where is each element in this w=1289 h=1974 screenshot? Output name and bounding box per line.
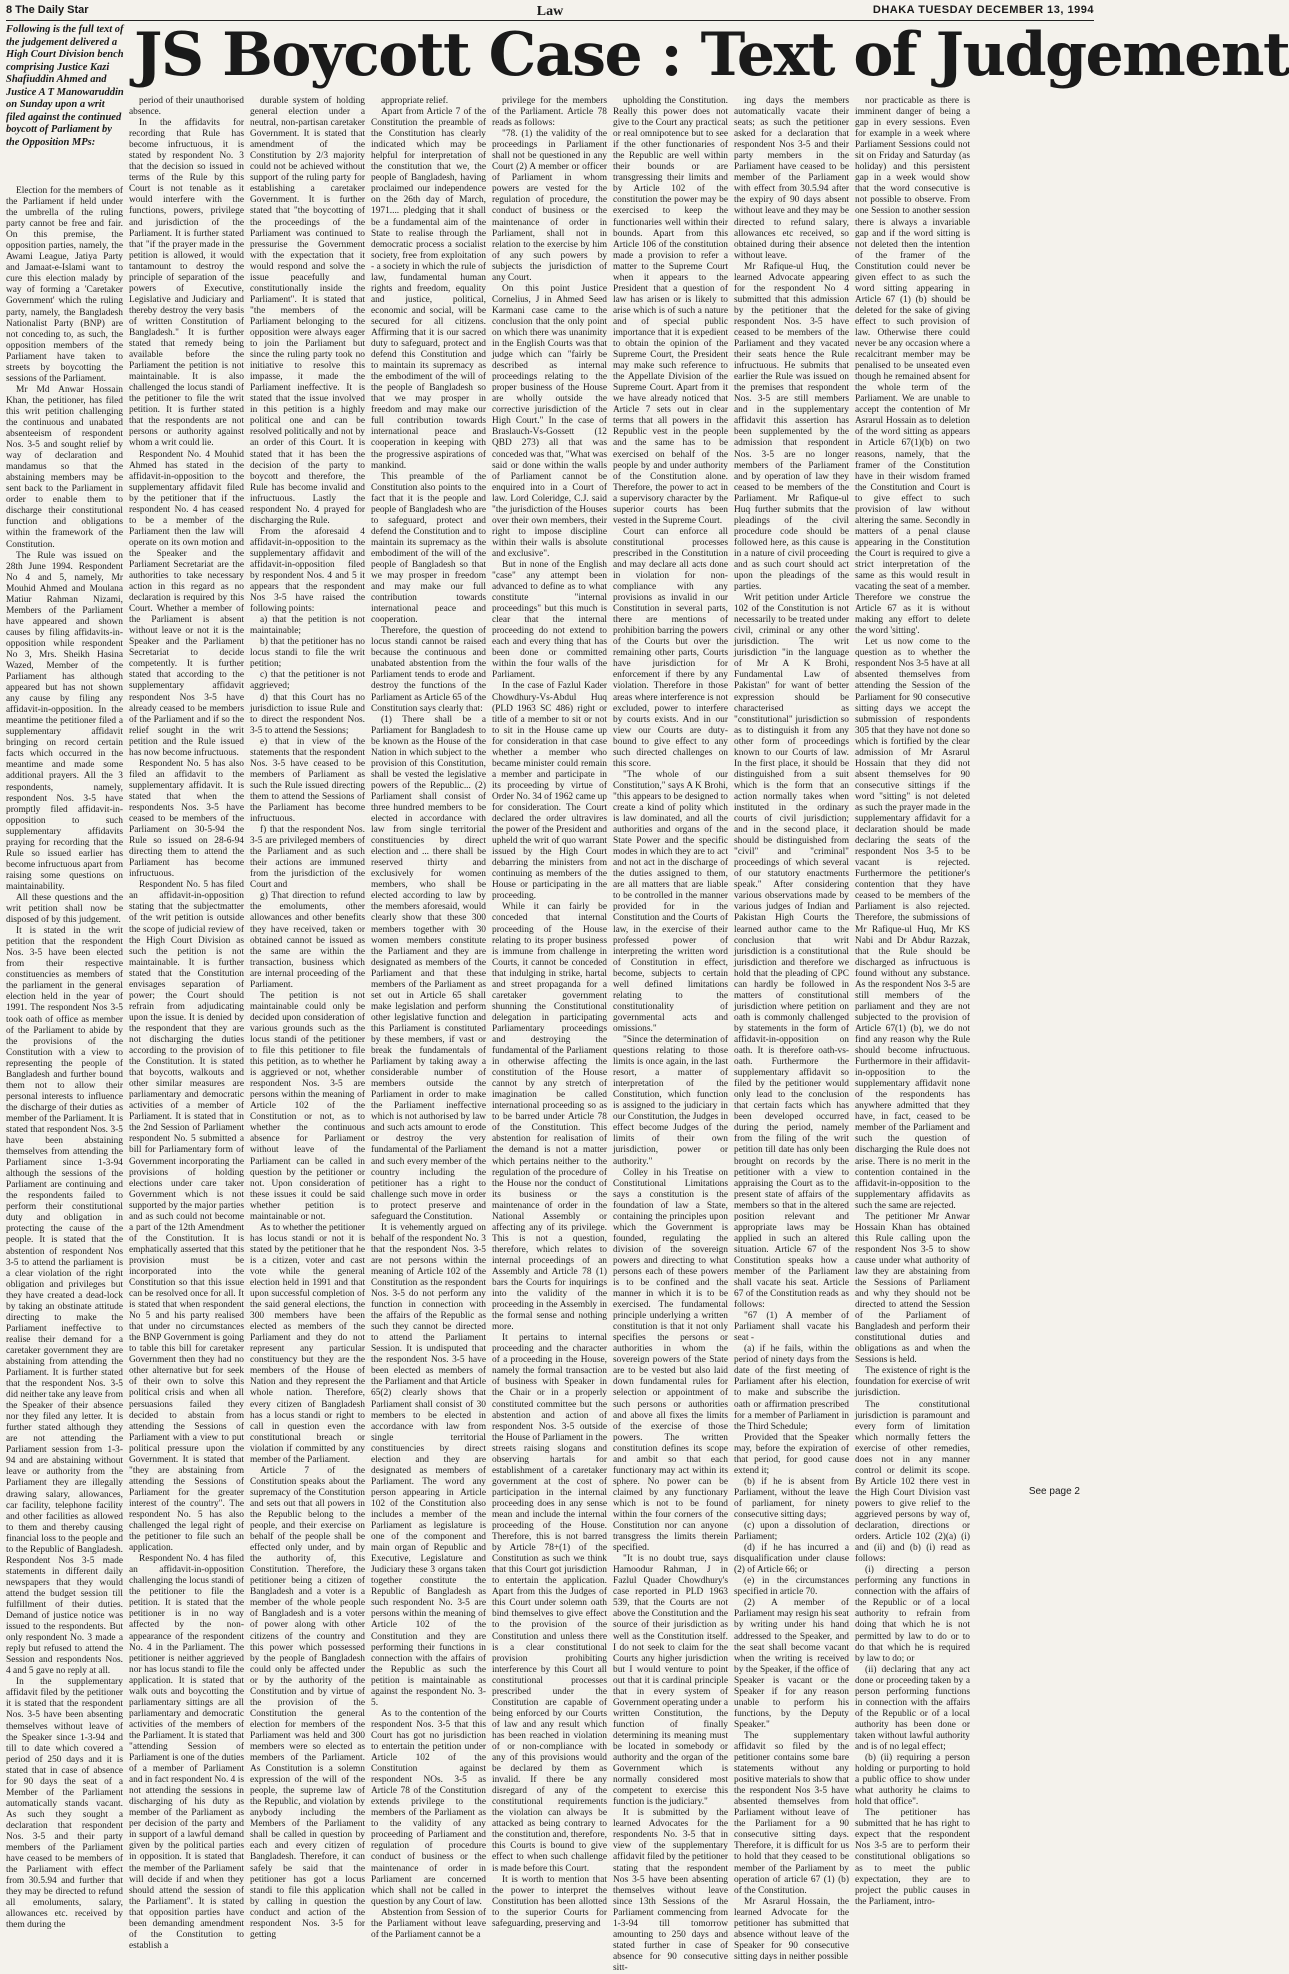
article-paragraph: The petition is not maintainable could only be decided upon consideration of various grounds such as the locus standi of the petitioner to file this petitioner to file this petition, as to whether he is aggrieved or not, whether respondent Nos. 3-5 are persons within the meaning of Article 102 of the Constitution or not, as to whether the continuous absence for Parliament without leave of the Parliament can be called in question by the petitioner or not. Upon consideration of these issues it could be said whether petition is maintainable or not.: [250, 990, 365, 1222]
article-paragraph: In the case of Fazlul Kader Chowdhury-Vs-Abdul Huq (PLD 1963 SC 486) right or title of a member to sit or not to sit in the House came up for consideration in that case whether a member who became minister could remain a member and participate in its proceeding by virtue of Order No. 34 of 1962 came up for consideration. The Court declared the order ultravires the power of the President and upheld the writ of quo warrant issued by the High Court debarring the ministers from continuing as members of the House or participating in the proceeding.: [492, 681, 607, 902]
article-paragraph: upholding the Constitution. Really this power does not give to the Court any practical or real omnipotence but to see if the other functionaries of the Republic are well within their bounds or are transgressing their limits and by Article 102 of the constitution the power may be exercised to keep the functionaries well within their bounds. Apart from this Article 106 of the constitution made a provision to refer a matter to the Supreme Court when it appears to the President that a question of law has arisen or is likely to arise which is of such a nature and of special public importance that it is expedient to obtain the opinion of the Supreme Court, the President may make such reference to the Appellate Division of the Supreme Court. Apart from it we have already noticed that Article 7 sets out in clear terms that all powers in the Republic vest in the people and the same has to be exercised on behalf of the people by and under authority of the Constitution alone. Therefore, the power to act in a supervisory character by the superior courts has been vested in the Supreme Court.: [613, 96, 728, 526]
article-column-2: [129, 96, 244, 1951]
article-column-6: [613, 96, 728, 1973]
article-paragraph: (1) There shall be a Parliament for Bangladesh to be known as the House of the Nation in which subject to the provision of this Constitution, shall be vested the legislative powers of the Republic... (2) Parliament shall consist of three hundred members to be elected in accordance with law from single territorial constituencies by direct election and ... there shall be reserved thirty and exclusively for women members, who shall be elected according to law by the members aforesaid, would clearly show that these 300 members together with 30 women members constitute the Parliament and they are designated as members of the Parliament and that these members of the Parliament as set out in Article 65 shall make legislation and perform other legislative function and this Parliament is constituted by these members, if vast or break the fundamentals of Parliament by taking away a considerable number of members outside the Parliament in order to make the Parliament ineffective which is not authorised by law and such acts amount to erode or destroy the very fundamental of the Parliament and such every member of the country including the petitioner has a right to challenge such move in order to protect preserve and safeguard the Constitution.: [371, 714, 486, 1222]
article-paragraph: The constitutional jurisdiction is paramount and every form of limitation which normally fetters the exercise of other remedies, does not in any manner control or delimit its scope. By Article 102 there vest in the High Court Division vast powers to give relief to the aggrieved persons by way of, declaration, directions or orders. Article 102 (2)(a) (i) and (ii) and (b) (i) read as follows:: [855, 1399, 970, 1565]
article-paragraph: It is stated in the writ petition that the respondent Nos. 3-5 have been elected from their respective constituencies as members of the parliament in the general election held in the year of 1991. The respondent Nos 3-5 took oath of office as member of the Parliament to abide by the provisions of the Constitution with a view to representing the people of Bangladesh and further bound them not to allow their personal interests to influence the discharge of their duties as member of the Parliament. It is stated that respondent Nos. 3-5 have been abstaining themselves from attending the Parliament since 1-3-94 although the sessions of the Parliament are continuing and the respondents failed to perform their constitutional duty and obligation in protecting the cause of the people. It is stated that the abstention of respondent Nos 3-5 to attend the parliament is a clear violation of the right obligation and privileges but they have created a dead-lock by taking an obstinate attitude directing to make the Parliament ineffective to realise their demand for a caretaker government they are abstaining from attending the Parliament. It is further stated that the respondent Nos. 3-5 did neither take any leave from the Speaker of their absence nor they filed any letter. It is further stated although they are not attending the Parliament session from 1-3-94 and are abstaining without leave or authority from the Parliament they are illegally drawing salary, allowances, car facility, telephone facility and other facilities as allowed to them and thereby causing financial loss to the people and to the Republic of Bangladesh. Respondent Nos 3-5 made statements in different daily newspapers that they would attend the budget session till fulfillment of their duties. Demand of justice notice was issued to the respondents. But only respondent No. 3 made a reply but refused to attend the Session and respondents Nos. 4 and 5 gave no reply at all.: [6, 926, 123, 1677]
masthead-strip: [6, 4, 1094, 20]
article-paragraph: e) that in view of the statements that the respondent Nos. 3-5 have ceased to be members of Parliament as such the Rule issued directing them to attend the Sessions of the Parliament has become infructuous.: [250, 736, 365, 825]
article-paragraph: (a) if he fails, within the period of ninety days from the date of the first meeting of Parliament after his election, to make and subscribe the oath or affirmation prescribed for a member of Parliament in the Third Schedule;: [734, 1344, 849, 1432]
article-paragraph: (ii) declaring that any act done or proceeding taken by a person performing functions in connection with the affairs of the Republic or of a local authority has been done or taken without lawful authority and is of no legal effect;: [855, 1664, 970, 1752]
article-column-4: [371, 96, 486, 1940]
article-paragraph: "Since the determination of questions relating to those limits is once again, in the last resort, a matter of interpretation of the Constitution, which function is assigned to the judiciary in our Constitution, the Judges in effect become Judges of the limits of their own jurisdiction, power or authority.": [613, 1034, 728, 1167]
article-paragraph: "78. (1) the validity of the proceedings in Parliament shall not be questioned in any Court (2) A member or officer of Parliament in whom powers are vested for the regulation of procedure, the conduct of business or the maintenance of order in Parliament, shall not in relation to the exercise by him of any such powers by subjects the jurisdiction of any Court.: [492, 129, 607, 283]
article-paragraph: privilege for the members of the Parliament. Article 78 reads as follows:: [492, 96, 607, 129]
article-paragraph: As to whether the petitioner has locus standi or not it is stated by the petitioner that he is a citizen, voter and cast vote while the general election held in 1991 and that upon successful completion of the said general elections, the 300 members have been elected as members of the Parliament and they do not represent any particular constituency but they are the members of the House of Nation and they represent the whole nation. Therefore, every citizen of Bangladesh has a locus standi or right to call in question even the constitutional breach or violation if committed by any member of the Parliament.: [250, 1222, 365, 1465]
article-paragraph: Writ petition under Article 102 of the Constitution is not necessarily to be treated under civil, criminal or any other jurisdiction. The writ jurisdiction "in the language of Mr A K Brohi, Fundamental Law of Pakistan" for want of better expression should be characterised as "constitutional" jurisdiction so as to distinguish it from any other form of proceedings known to our Courts of law. In the first place, it should be distinguished from a suit which is the form that an action normally takes when instituted in the ordinary courts of civil jurisdiction; and in the second place, it should be distinguished from "civil" and "criminal" proceedings of which several of our statutory enactments speak." After considering various observations made by various judges of Indian and Pakistan High Courts the learned author came to the conclusion that writ jurisdiction is a constitutional jurisdiction and therefore we hold that the pleading of CPC can hardly be followed in matters of constitutional jurisdiction where petition on oath is commonly challenged by statements in the form of affidavit-in-opposition on oath. It is therefore oath-vs-oath. Furthermore the supplementary affidavit so filed by the petitioner would only lead to the conclusion that certain facts which has been developed occurred during the period, namely from the filing of the writ petition till date has only been brought on records by the petitioner with a view to appraising the Court as to the present state of affairs of the members so that in the altered position relevant and appropriate laws may be applied in such an altered situation. Article 67 of the Constitution speaks how a member of the Parliament shall vacate his seat. Article 67 of the Constitution reads as follows:: [734, 593, 849, 1311]
article-paragraph: (b) (ii) requiring a person holding or purporting to hold a public office to show under what authority he claims to hold that office".: [855, 1753, 970, 1808]
article-paragraph: appropriate relief.: [381, 96, 449, 106]
article-paragraph: But in none of the English "case" any attempt been advanced to define as to what constitute "internal proceedings" but this much is clear that the internal proceeding do not extend to each and every thing that has been done or committed within the four walls of the Parliament.: [492, 559, 607, 681]
article-paragraph: In the affidavits for recording that Rule has become infructuous, it is stated by respondent No. 3 that the decision so issued in terms of the Rule by this Court is not tenable as it would interfere with the functions, powers, privilege and jurisdiction of the Parliament. It is further stated that "if the prayer made in the petition is allowed, it would tantamount to destroy the principle of separation of the powers of Executive, Legislative and Judiciary and thereby destroy the very basis of written Constitution of Bangladesh." It is further stated that remedy being available before the Parliament the petition is not maintainable. It is also challenged the locus standi of the petitioner to file the writ petition. It is further stated that the respondents are not persons or authority against whom a writ could lie.: [129, 118, 244, 449]
article-paragraph: Respondent No. 5 has filed an affidavit-in-opposition stating that the subjectmatter of the writ petition is outside the scope of judicial review of the High Court Division as such the petition is not maintainable. It is further stated that the Constitution envisages separation of power; the Court should refrain from adjudicating upon the issue. It is denied by the respondent that they are not discharging the duties according to the provision of the Constitution. It is stated that boycotts, walkouts and other similar measures are parliamentary and democratic activities of a member of Parliament. It is stated that in the 2nd Session of Parliament respondent No. 5 submitted a bill for Parliamentary form of Government incorporating the provisions of holding elections under care taker Government which is not supported by the major parties and as such could not become a part of the 12th Amendment of the Constitution. It is emphatically asserted that this provision must be incorporated into the Constitution so that this issue can be resolved once for all. It is stated that when respondent No 5 and his party realised that under no circumstances the BNP Government is going to table this bill for caretaker Government then they had no other alternative but for seek of their own to solve this political crisis and when all persuasions failed they decided to abstain from attending the Sessions of Parliament with a view to put political pressure upon the Government. It is stated that "they are abstaining from attending the Sessions of Parliament for the greater interest of the country". The respondent No. 5 has also challenged the legal right of the petitioner to file such an application.: [129, 880, 244, 1554]
article-paragraph: Respondent No. 4 Mouhid Ahmed has stated in the affidavit-in-opposition to the supplementary affidavit filed by the petitioner that if the respondent No. 4 has ceased to be a member of the Parliament then the law will operate on its own motion and the Speaker and the Parliament Secretariat are the authorities to take necessary action in this regard as no declaration is required by this Court. Whether a member of the Parliament is absent without leave or not it is the Speaker and the Parliament Secretariat to decide competently. It is further stated that according to the supplementary affidavit respondent Nos 3-5 have already ceased to be members of the Parliament and if so the relief sought in the writ petition and the Rule issued has now become infructuous.: [129, 449, 244, 758]
headline: JS Boycott Case : Text of Judgement: [134, 20, 1289, 90]
article-paragraph: The petitioner Mr Anwar Hossain Khan has obtained this Rule calling upon the respondent Nos 3-5 to show cause under what authority of law they are abstaining from the Sessions of Parliament and why they should not be directed to attend the Session of the Parliament of Bangladesh and perform their constitutional duties and obligations as and when the Sessions is held.: [855, 1211, 970, 1366]
article-paragraph: Election for the members of the Parliament if held under the umbrella of the ruling party cannot be free and fair. On this premise, the opposition parties, namely, the Awami League, Jatiya Party and Jamaat-e-Islami want to cure this election malady by way of forming a 'Caretaker Government' which the ruling party, namely, the Bangladesh Nationalist Party (BNP) are not conceding to, as such, the opposition members of the Parliament have taken to streets by boycotting the sessions of the Parliament.: [6, 186, 123, 384]
article-paragraph: Let us now come to the question as to whether the respondent Nos 3-5 have at all absented themselves from attending the Session of the Parliament for 90 consecutive sitting days we accept the submission of respondents 305 that they have not done so which is fortified by the clear admission of Mr Asrarul Hossain that they did not absent themselves for 90 consecutive sittings if the word "sitting" is not deleted as such the prayer made in the supplementary affidavit for a declaration should be made declaring the seats of the respondent Nos 3-5 to be vacant is rejected. Furthermore the petitioner's contention that they have ceased to be members of the Parliament is also rejected. Therefore, the submissions of Mr Rafique-ul Huq, Mr KS Nabi and Dr Abdur Razzak, that the Rule should be discharged as infructuous is found without any substance. As the respondent Nos 3-5 are still members of the parliament and they are not subjected to the provision of Article 67(1) (b), we do not find any reason why the Rule should become infructuous. Furthermore in their affidavit-in-opposition to the supplementary affidavit none of the respondents has anywhere admitted that they have, in fact, ceased to be member of the Parliament and such the question of discharging the Rule does not arise. There is no merit in the contention contained in the affidavit-in-opposition to the supplementary affidavits as such the same are rejected.: [855, 637, 970, 1211]
article-paragraph: (e) in the circumstances specified in article 70.: [734, 1576, 849, 1598]
article-paragraph: It is worth to mention that the power to interpret the Constitution has been allotted to the superior Courts for safeguarding, preserving and: [492, 1874, 607, 1929]
article-paragraph: "The whole of our Constitution," says A K Brohi, "this appears to be designed to create a kind of polity which is law dominated, and all the authorities and organs of the State Power and the specific modes in which they are to act and not act in the discharge of the duties assigned to them, are all matters that are liable to be controlled in the manner provided for in the Constitution and the Courts of law, in the exercise of their professed power of interpreting the written word of Constitution in effect, become, subjects to certain well defined limitations relating to the constitutionality of governmental acts and omissions.": [613, 769, 728, 1034]
article-paragraph: ing days the members automatically vacate their seats; as such the petitioner asked for a declaration that respondent Nos 3-5 and their party members in the Parliament have ceased to be member of the Parliament with effect from 30.5.94 after the expiry of 90 days absent without leave and they may be directed to refund salary, allowances etc received, so obtained during their absence without leave.: [734, 96, 849, 261]
article-paragraph: It pertains to internal proceeding and the character of a proceeding in the House, namely the formal transaction of business with Speaker in the Chair or in a properly constituted committee but the abstention and action of respondent Nos. 3-5 outside the House of Parliament in the streets raising slogans and observing hartals for establishment of a caretaker government at the cost of participation in the internal proceeding does in any sense mean and include the internal proceeding of the House. Therefore, this is not barred by Article 78+(1) of the Constitution as such we think that this Court got jurisdiction to entertain the application. Apart from this the Judges of this Court under solemn oath bind themselves to give effect to the provision of the Constitution and unless there is a clear constitutional provision prohibiting interference by this Court all constitutional processes prescribed under the Constitution are capable of being enforced by our Courts of law and any result which has been reached in violation of or non-compliance with any of this provisions would be declared by them as invalid. If there be any disregard of any of the constitutional requirements the violation can always be attacked as being contrary to the constitution and, therefore, this Courts is bound to give effect to when such challenge is made before this Court.: [492, 1333, 607, 1874]
article-paragraph: "67 (1) A member of Parliament shall vacate his seat -: [734, 1311, 849, 1344]
article-paragraph: Abstention from Session of the Parliament without leave of the Parliament cannot be a: [371, 1907, 486, 1940]
article-paragraph: The supplementary affidavit so filed by the petitioner contains some bare statements without any positive materials to show that the respondent Nos 3-5 have absented themselves from Parliament without leave of the Parliament for a 90 consecutive sitting days. Therefore, it is difficult for us to hold that they ceased to be member of the Parliament by operation of article 67 (1) (b) of the Constitution.: [734, 1730, 849, 1896]
article-paragraph: b) that the petitioner has no locus standi to file the writ petition;: [250, 637, 365, 670]
article-paragraph: (2) A member of Parliament may resign his seat by writing under his hand addressed to the Speaker, and the seat shall become vacant when the writing is received by the Speaker, if the office of Speaker is vacant or the Speaker if for any reason unable to perform his functions, by the Deputy Speaker.": [734, 1598, 849, 1730]
article-paragraph: All these questions and the writ petition shall now be disposed of by this judgement.: [6, 893, 123, 926]
article-paragraph: Mr Rafique-ul Huq, the learned Advocate appearing for the respondent No 4 submitted that this admission by the petitioner that the respondent Nos. 3-5 have ceased to be members of the Parliament and they vacated their seats hence the Rule infructuous. He submits that earlier the Rule was issued on the premises that respondent Nos. 3-5 are still members and in the supplementary affidavit this assertion has been supplemented by the admission that respondent Nos. 3-5 are no longer members of the Parliament and by operation of law they ceased to be members of the Parliament. Mr Rafique-ul Huq further submits that the pleadings of the civil procedure code should be followed here, as this cause is in a nature of civil proceeding and as such court should act upon the pleadings of the parties.: [734, 261, 849, 593]
article-paragraph: From the aforesaid 4 affidavit-in-opposition to the supplementary affidavit and affidavit-in-opposition filed by respondent Nos. 4 and 5 it appears that the respondent Nos 3-5 have raised the following points:: [250, 526, 365, 615]
article-paragraph: f) that the respondent Nos. 3-5 are privileged members of the Parliament and as such their actions are immuned from the jurisdiction of the Court and: [250, 825, 365, 891]
article-paragraph: period of their unauthorised absence.: [129, 96, 244, 118]
article-paragraph: Mr Asrarul Hossain, the learned Advocate for the petitioner has submitted that absence without leave of the Speaker for 90 consecutive sitting days in neither possible: [734, 1896, 849, 1962]
article-paragraph: Respondent No. 4 has filed an affidavit-in-opposition challenging the locus standi of the petitioner to file the petition. It is stated that the petitioner is in no way affected by the non-appearance of the respondent No. 4 in the Parliament. The petitioner is neither aggrieved nor has locus standi to file the application. It is stated that walk outs and boycotting the parliamentary sittings are all parliamentary and democratic activities of the members of the Parliament. It is stated that "attending Session of Parliament is one of the duties of a member of Parliament and in fact respondent No. 4 is not attending the sessions in discharging of his duty as member of the Parliament as per decision of the party and in support of a lawful demand given by the political parties in opposition. It is stated that the member of the Parliament will decide if and when they should attend the session of the Parliament". It is stated that opposition parties have been demanding amendment of the Constitution to establish a: [129, 1554, 244, 1951]
article-column-3: [250, 96, 365, 1940]
article-paragraph: Respondent No. 5 has also filed an affidavit to the supplementary affidavit. It is stated that when the respondents Nos. 3-5 have ceased to be members of the Parliament on 30-5-94 the Rule so issued on 28-6-94 directing them to attend the Parliament has become infructuous.: [129, 758, 244, 880]
article-paragraph: It is submitted by the learned Advocates for the respondents No. 3-5 that in view of the supplementary affidavit filed by the petitioner stating that the respondent Nos 3-5 have been absenting themselves without leave since 13th Sessions of the Parliament commencing from 1-3-94 till tomorrow amounting to 250 days and stated further in case of absence for 90 consecutive sitt-: [613, 1808, 728, 1973]
article-paragraph: durable system of holding general election under a neutral, non-partisan caretaker Government. It is stated that amendment of the Constitution by 2/3 majority could not be achieved without support of the ruling party for establishing a caretaker Government. It is further stated that "the boycotting of the proceedings of the Parliament was continued to pressurise the Government with the expectation that it would respond and solve the issue peacefully and constitutionally inside the Parliament". It is stated that "the members of the Parliament belonging to the opposition were always eager to join the Parliament but since the ruling party took no initiative to resolve this impasse, it made the Parliament ineffective. It is stated that the issue involved in this petition is a highly political one and can be resolved politically and not by an order of this Court. It is stated that it has been the decision of the party to boycott and therefore, the Rule has become invalid and infructuous. Lastly the respondent No. 4 prayed for discharging the Rule.: [250, 96, 365, 526]
article-column-7: [734, 96, 849, 1962]
article-paragraph: g) That direction to refund the emoluments, other allowances and other benefits they have received, taken or obtained cannot be issued as the same are within the transaction, business which are internal proceeding of the Parliament.: [250, 891, 365, 990]
article-paragraph: This preamble of the Constitution also points to the fact that it is the people and people of Bangladesh who are to safeguard, protect and defend the Constitution and to maintain its supremacy as the embodiment of the will of the people of Bangladesh so that we may prosper in freedom and may make our full contribution towards international peace and cooperation.: [371, 471, 486, 626]
article-paragraph: Mr Md Anwar Hossain Khan, the petitioner, has filed this writ petition challenging the continuous and unabated absenteeism of respondent Nos. 3-5 and sought relief by way of declaration and mandamus so that the abstaining members may be sent back to the Parliament in order to enable them to discharge their constitutional function and obligations within the framework of the Constitution.: [6, 384, 123, 550]
dateline: DHAKA TUESDAY DECEMBER 13, 1994: [872, 4, 1094, 16]
article-paragraph: (i) directing a person performing any functions in connection with the affairs of the Republic or of a local authority to refrain from doing that which he is not permitted by law to do or to do that which he is required by law to do; or: [855, 1565, 970, 1664]
page-label: 8 The Daily Star: [6, 4, 89, 16]
article-paragraph: Provided that the Speaker may, before the expiration of that period, for good cause extend it;: [734, 1432, 849, 1476]
continuation-note: See page 2: [1028, 1486, 1080, 1497]
article-paragraph: In the supplementary affidavit filed by the petitioner it is stated that the respondent Nos. 3-5 have been absenting themselves without leave of the Speaker since 1-3-94 and till to date which covered a period of 250 days and it is stated that in case of absence for 90 days the seat of a Member of the Parliament automatically stands vacant. As such they sought a declaration that respondent Nos. 3-5 and their party members of the Parliament have ceased to be members of the Parliament with effect from 30.5.94 and further that they may be directed to refund all emoluments, salary, allowances etc. received by them during the: [6, 1677, 123, 1931]
article-paragraph: It is vehemently argued on behalf of the respondent No. 3 that the respondent Nos. 3-5 are not persons within the meaning of Article 102 of the Constitution as the respondent Nos. 3-5 do not perform any function in connection with the affairs of the Republic as such they cannot be directed to attend the Parliament Session. It is undisputed that the respondent Nos. 3-5 have been elected as members of the Parliament and that Article 65(2) clearly shows that Parliament shall consist of 30 members to be elected in accordance with law from single territorial constituencies by direct election and they are designated as members of Parliament. The word any person appearing in Article 102 of the Constitution also includes a member of the Parliament as legislature is one of the component and main organ of Republic and Executive, Legislature and Judiciary these 3 organs taken together constitute the Republic of Bangladesh as such respondent No. 3-5 are persons within the meaning of Article 102 of the Constitution and they are performing their functions in connection with the affairs of the Republic as such the petition is maintainable as against the respondent No. 3-5.: [371, 1222, 486, 1708]
article-paragraph: (c) upon a dissolution of Parliament;: [734, 1521, 849, 1543]
article-column-9: [976, 96, 1094, 1484]
article-paragraph: (d) if he has incurred a disqualification under clause (2) of Article 66; or: [734, 1543, 849, 1576]
article-paragraph: On this point Justice Cornelius, J in Ahmed Seed Karmani case came to the conclusion that the only point on which there was unanimity in the English Courts was that judge which can "fairly be described as internal proceedings relating to the proper business of the House are wholly outside the corrective jurisdiction of the High Court." In the case of Braslauch-Vs-Gossett (12 QBD 273) all that was conceded was that, "What was said or done within the walls of Parliament cannot be enquired into in a Court of law. Lord Coleridge, C.J. said "the jurisdiction of the Houses over their own members, their right to impose discipline within their walls is absolute and exclusive".: [492, 283, 607, 559]
section-label: Law: [536, 4, 564, 19]
article-paragraph: Article 7 of the Constitution speaks about the supremacy of the Constitution and sets out that all powers in the Republic belong to the people, and their exercise on behalf of the people shall be effected only under, and by the authority of, this Constitution. Therefore, the petitioner being a citizen of Bangladesh and a voter is a member of the whole people of Bangladesh and is a voter of power along with other citizens of the country and this power which possessed by the people of Bangladesh could only be affected under or by the authority of the Constitution and by virtue of the provision of the Constitution the general election for members of the Parliament was held and 300 members were so elected as members of the Parliament. As Constitution is a solemn expression of the will of the people, the supreme law of the Republic, and violation by anybody including the Members of the Parliament shall be called in question by each and every citizen of Bangladesh. Therefore, it can safely be said that the petitioner has got a locus standi to file this application by calling in question the conduct and action of the respondent Nos. 3-5 for getting: [250, 1465, 365, 1940]
article-paragraph: While it can fairly be conceded that internal proceeding of the House relating to its proper business is immune from challenge in Courts, it cannot be conceded that indulging in strike, hartal and street propaganda for a caretaker government shunning the Constitutional delegation in participating Parliamentary proceedings and destroying the fundamental of the Parliament in otherwise affecting the constitution of the House cannot by any stretch of imagination be called international proceeding so as to be barred under Article 78 of the Constitution. This abstention for realisation of the demand is not a matter which pertains neither to the regulation of the procedure of the House nor the conduct of its business or the maintenance of order in the National Assembly or affecting any of its privilege. This is not a question, therefore, which relates to internal proceedings of an Assembly and Article 78 (1) bars the Courts for inquirings into the validity of the proceeding in the Assembly in the formal sense and nothing more.: [492, 902, 607, 1333]
article-paragraph: Colley in his Treatise on Constitutional Limitations says a constitution is the foundation of law a State, containing the principles upon which the Government is founded, regulating the division of the sovereign powers and directing to what persons each of these powers is to be confined and the manner in which it is to be exercised. The fundamental principle underlying a written constitution is that it not only specifies the persons or authorities in whom the sovereign powers of the State are to be vested but also laid down fundamental rules for selection or appointment of such persons or authorities and above all fixes the limits of the exercise of those powers. The written constitution defines its scope and ambit so that each functionary may act within its sphere. No power can be claimed by any functionary which is not to be found within the four corners of the Constitution nor can anyone transgress the limits therein specified.: [613, 1167, 728, 1554]
article-column-8: [855, 96, 970, 1907]
article-column-5: [492, 96, 607, 1929]
article-paragraph: Court can enforce all constitutional processes prescribed in the Constitution and may declare all acts done in violation for non-compliance with any provisions as invalid in our Constitution in several parts, there are mentions of prohibition barring the powers of the Courts but over the remaining other parts, Courts have jurisdiction for enforcement if there by any violation. Therefore in those areas where interference is not excluded, power to interfere by courts exists. And in our view our Courts are duty-bound to give effect to any such directed challenges on this score.: [613, 526, 728, 769]
article-column-1: [6, 186, 123, 1931]
article-paragraph: d) that this Court has no jurisdiction to issue Rule and to direct the respondent Nos. 3-5 to attend the Sessions;: [250, 692, 365, 736]
article-paragraph: a) that the petition is not maintainable;: [250, 615, 365, 637]
article-paragraph: As to the contention of the respondent Nos. 3-5 that this Court has got no jurisdiction to entertain the petition under Article 102 of the Constitution against respondent NOs. 3-5 as Article 78 of the Constitution extends privilege to the members of the Parliament as to the validity of any proceeding of Parliament and regulation of procedure conduct of business or the maintenance of order in Parliament are concerned which shall not be called in question by any Court of law.: [371, 1708, 486, 1907]
article-paragraph: The existence of right is the foundation for exercise of writ jurisdiction.: [855, 1366, 970, 1399]
article-paragraph: The Rule was issued on 28th June 1994. Respondent No 4 and 5, namely, Mr Mouhid Ahmed and Moulana Matiur Rahman Nizami, Members of the Parliament have appeared and shown causes by filing affidavits-in-opposition while respondent No 3, Mrs. Sheikh Hasina Wazed, Member of the Parliament has although appeared but has not shown any cause by filing any affidavit-in-opposition. In the meantime the petitioner filed a supplementary affidavit bringing on record certain facts which occurred in the meantime and made some additional prayers. All the 3 respondents, namely, respondent Nos. 3-5 have promptly filed affidavit-in-opposition to such supplementary affidavits praying for recording that the Rule so issued earlier has become infructuous apart from raising some questions on maintainability.: [6, 550, 123, 892]
article-paragraph: (b) if he is absent from Parliament, without the leave of parliament, for ninety consecutive sitting days;: [734, 1476, 849, 1520]
article-paragraph: nor practicable as there is imminent danger of being a gap in every sessions. Even for example in a week where Parliament Sessions could not sit on Friday and Saturday (as holiday) and this persistent gap in a week would show that the word consecutive is not possible to observe. From one Session to another session there is always a invariable gap and if the word sitting is not deleted then the intention of the framer of the Constitution could never be given effect to as such the word sitting appearing in Article 67 (1) (b) should be deleted for the sake of giving effect to such provision of law. Otherwise there could never be any occasion where a recalcitrant member may be penalised to be unseated even though he remained absent for the whole term of the Parliament. We are unable to accept the contention of Mr Asrarul Hossain as to deletion of the word sitting as appears in Article 67(1)(b) on two reasons, namely, that the framer of the Constitution have in their wisdom framed the Constitution and Court is to give effect to such provision of law without altering the same. Secondly in matters of a penal clause appearing in the Constitution the Court is required to give a strict interpretation of the same as this would result in vacating the seat of a member. Therefore we construe the Article 67 as it is without making any effort to delete the word 'sitting'.: [855, 96, 970, 637]
article-paragraph: Apart from Article 7 of the Constitution the preamble of the Constitution has clearly indicated which may be helpful for interpretation of the constitution that we, the people of Bangladesh, having proclaimed our independence on the 26th day of March, 1971.... pledging that it shall be a fundamental aim of the State to realise through the democratic process a socialist society, free from exploitation - a society in which the rule of law, fundamental human rights and freedom, equality and justice, political, economic and social, will be secured for all citizens. Affirming that it is our sacred duty to safeguard, protect and defend this Constitution and to maintain its supremacy as the embodiment of the will of the people of Bangladesh so that we may prosper in freedom and may make our full contribution towards international peace and cooperation in keeping with the progressive aspirations of mankind.: [371, 107, 486, 471]
article-paragraph: c) that the petitioner is not aggrieved;: [250, 670, 365, 692]
article-paragraph: The petitioner has submitted that he has right to expect that the respondent Nos 3-5 are to perform their constitutional obligations so as to meet the public expectation, they are to project the public causes in the Parliament, intro-: [855, 1808, 970, 1907]
article-paragraph: Therefore, the question of locus standi cannot be raised because the continuous and unabated abstention from the Parliament tends to erode and destroy the functions of the Parliament as Article 65 of the Constitution says clearly that:: [371, 626, 486, 714]
intro-standfirst: Following is the full text of the judgement delivered a High Court Division bench comprising Justice Kazi Shafiuddin Ahmed and Justice A T Manowaruddin on Sunday upon a writ filed against the continued boycott of Parliament by the Opposition MPs:: [6, 24, 124, 148]
article-paragraph: "It is no doubt true, says Hamoodur Rahman, J in Fazlul Quader Chowdhury's case reported in PLD 1963 539, that the Courts are not above the Constitution and the source of their jurisdiction as well as the Constitution itself. I do not seek to claim for the Courts any higher jurisdiction but I would venture to point out that it is cardinal principle that in every system of Government operating under a written Constitution, the function of finally determining its meaning must be located in somebody or authority and the organ of the Government which is normally considered most competent to exercise this function is the judiciary.": [613, 1554, 728, 1808]
